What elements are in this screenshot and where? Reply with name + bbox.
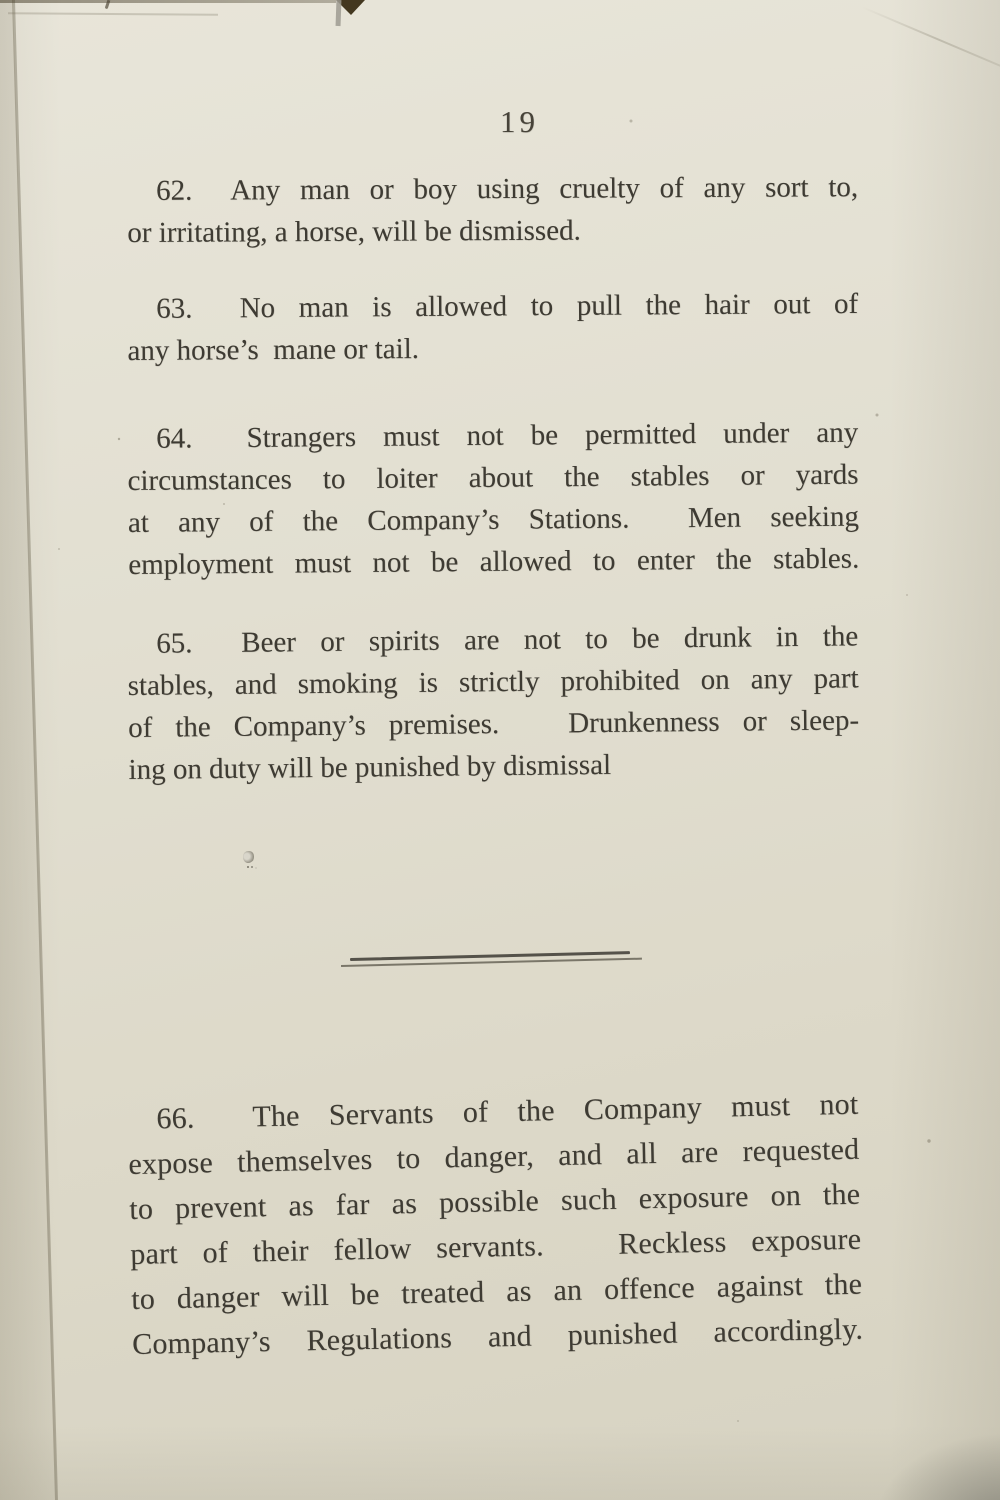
rule-66-line-6: Company’s Regulations and punished accordingly. xyxy=(131,1312,864,1361)
rule-65-paragraph xyxy=(127,615,860,791)
rule-64-line-2: circumstances to loiter about the stables or yards xyxy=(127,458,859,497)
rule-63-line-2: any horse’s mane or tail. xyxy=(127,332,420,367)
ink-blemish-marks xyxy=(247,866,249,868)
rule-62-line-1: 62. Any man or boy using cruelty of any sort to, xyxy=(156,171,859,207)
rule-62-line-2: or irritating, a horse, will be dismissed. xyxy=(127,214,581,249)
page-top-edge xyxy=(0,0,336,3)
paper-specks xyxy=(0,0,2,2)
rule-65-line-2: stables, and smoking is strictly prohibited on any part xyxy=(127,662,859,702)
rule-66-paragraph xyxy=(127,1082,863,1367)
rule-65-line-3: of the Company’s premises. Drunkenness or sleep- xyxy=(127,704,860,744)
rule-66-line-5: to danger will be treated as an offence against the xyxy=(130,1267,863,1316)
page-top-crease xyxy=(8,12,218,15)
rule-64-line-1: 64. Strangers must not be permitted under any xyxy=(156,416,859,455)
rule-66-line-2: expose themselves to danger, and all are requested xyxy=(128,1132,860,1181)
ink-blemish xyxy=(243,851,254,863)
rule-66-line-3: to prevent as far as possible such exposure on the xyxy=(129,1177,861,1226)
rule-62-paragraph xyxy=(127,166,858,254)
rule-64-line-3: at any of the Company’s Stations. Men seeking xyxy=(127,500,860,539)
rule-63-paragraph xyxy=(127,283,859,372)
rule-64-paragraph xyxy=(127,412,859,586)
rule-65-line-4: ing on duty will be punished by dismissal xyxy=(128,748,612,786)
rule-64-line-4: employment must not be allowed to enter the stables. xyxy=(128,542,860,581)
rule-66-line-1: 66. The Servants of the Company must not xyxy=(156,1087,859,1136)
corner-crease xyxy=(861,6,1000,72)
rule-63-line-1: 63. No man is allowed to pull the hair out of xyxy=(156,287,859,325)
rule-65-line-1: 65. Beer or spirits are not to be drunk in the xyxy=(156,620,859,660)
page-number: 19 xyxy=(500,104,539,139)
page-tear-sliver xyxy=(336,0,342,26)
rule-66-line-4: part of their fellow servants. Reckless exposure xyxy=(129,1222,862,1271)
